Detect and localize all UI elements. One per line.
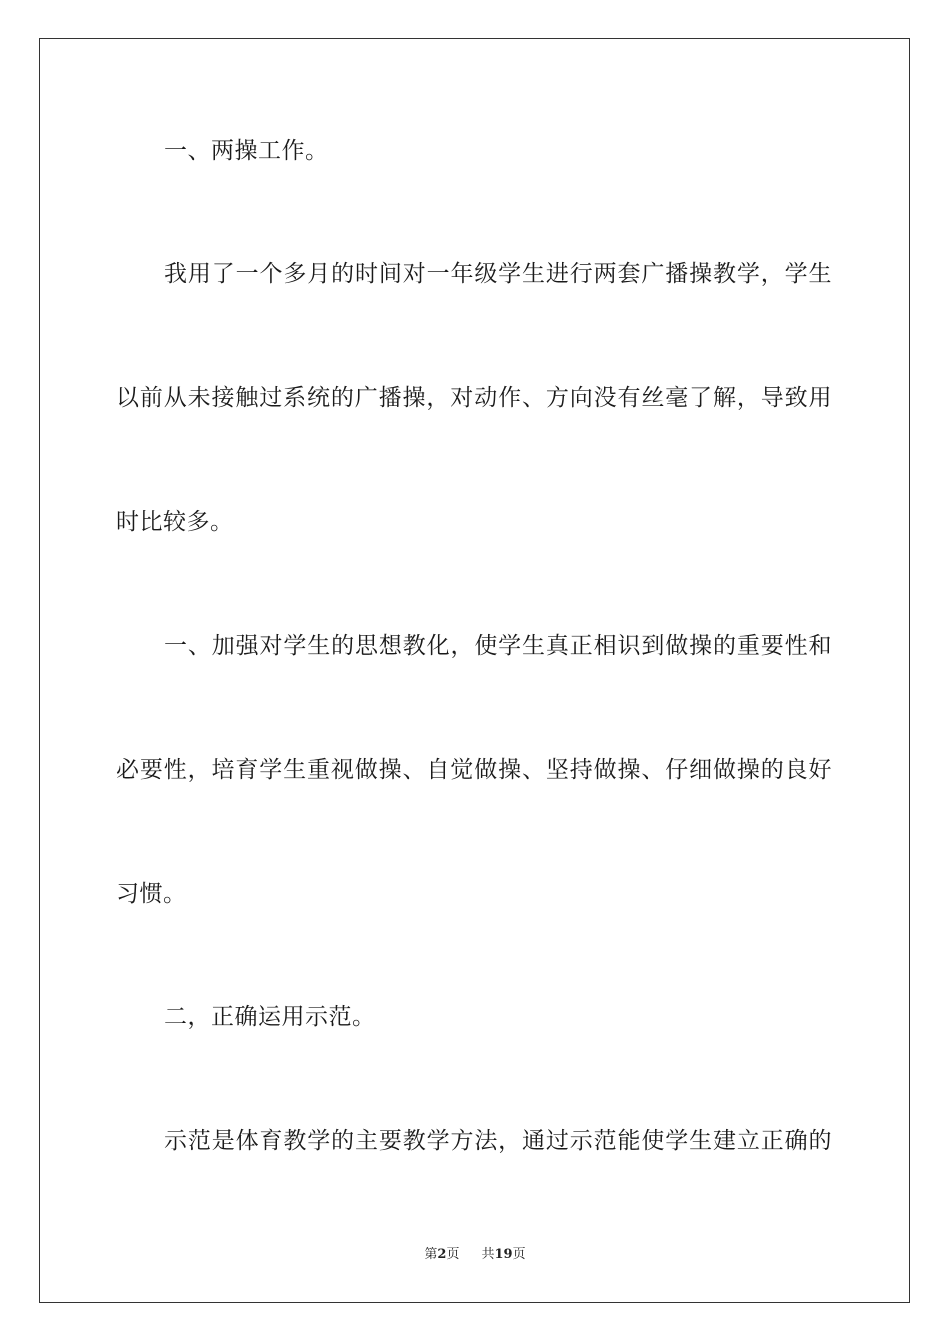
page-border	[39, 38, 910, 1303]
paragraph-line: 时比较多。	[116, 509, 234, 535]
total-pages: 19	[494, 1247, 513, 1262]
paragraph-line: 我用了一个多月的时间对一年级学生进行两套广播操教学，学生	[164, 261, 832, 287]
paragraph-line: 以前从未接触过系统的广播操，对动作、方向没有丝毫了解，导致用	[116, 385, 832, 411]
heading-demonstration: 二，正确运用示范。	[164, 1004, 376, 1030]
page-prefix: 第	[424, 1247, 438, 1262]
paragraph-line: 示范是体育教学的主要教学方法，通过示范能使学生建立正确的	[164, 1128, 832, 1154]
page-suffix: 页	[446, 1247, 460, 1262]
total-prefix: 共	[481, 1247, 495, 1262]
paragraph-line: 必要性，培育学生重视做操、自觉做操、坚持做操、仔细做操的良好	[116, 757, 832, 783]
paragraph-line: 习惯。	[116, 881, 187, 907]
page-footer	[0, 1246, 950, 1264]
paragraph-line: 一、加强对学生的思想教化，使学生真正相识到做操的重要性和	[164, 633, 832, 659]
page-number: 2	[437, 1247, 447, 1262]
total-suffix: 页	[512, 1247, 526, 1262]
heading-two-exercises: 一、两操工作。	[164, 138, 329, 164]
